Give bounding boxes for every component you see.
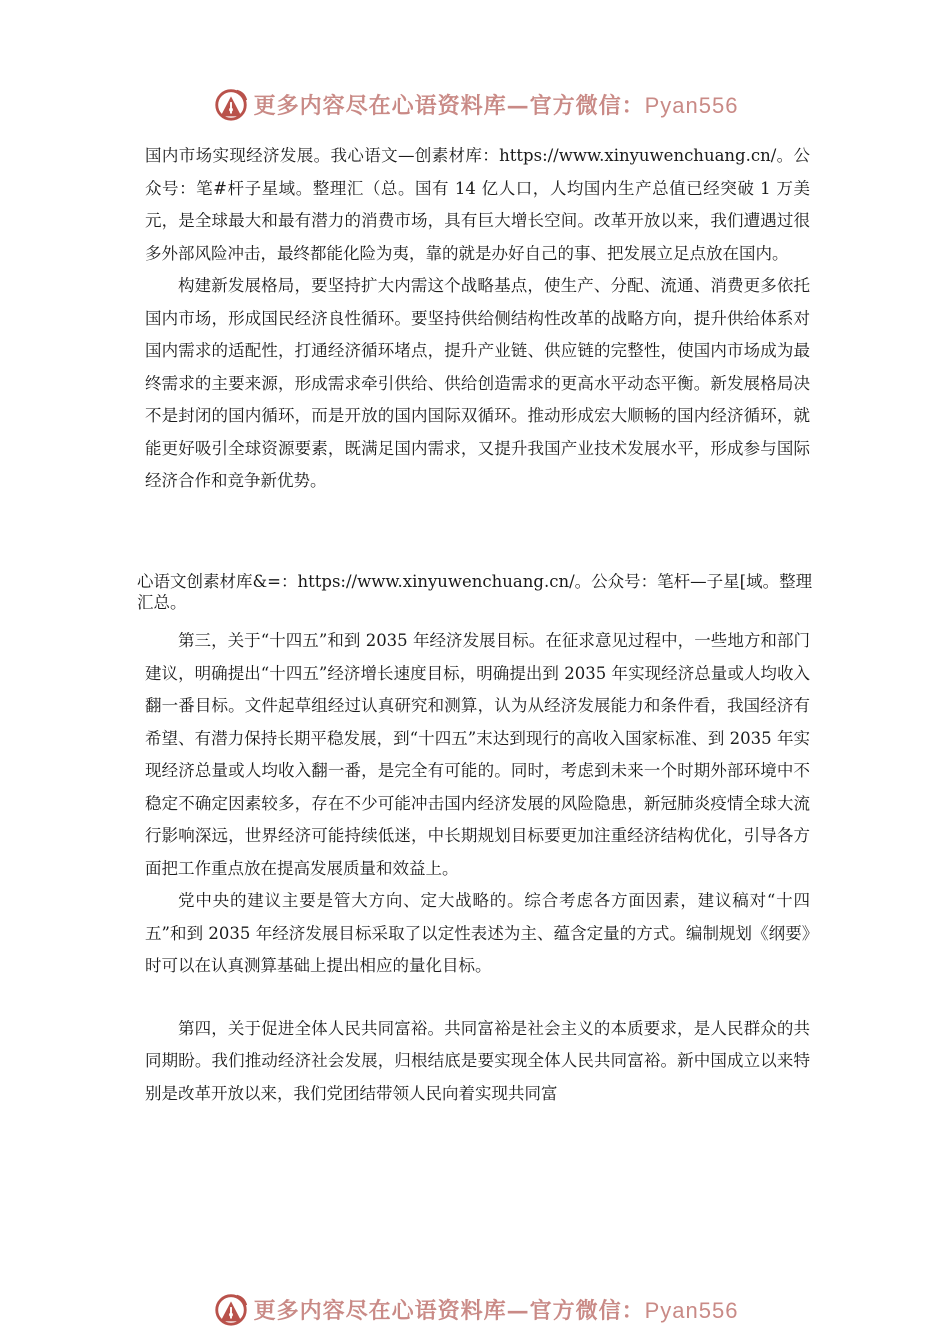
footer-banner (0, 1287, 950, 1331)
paragraph: 国内市场实现经济发展。我心语文—创素材库：https://www.xinyuwenchuang.cn/。公众号：笔#杆子星域。整理汇（总。国有 14 亿人口，人均国内生产总值已经突破 1 万美元，是全球最大和最有潜力的消费市场，具有巨大增长空间。改革开放以来，我们遭遇过很多外部风险冲击，最终都能化险为夷，靠的就是办好自己的事、把发展立足点放在国内。 (145, 146, 810, 263)
paragraph: 第四，关于促进全体人民共同富裕。共同富裕是社会主义的本质要求，是人民群众的共同期盼。我们推动经济社会发展，归根结底是要实现全体人民共同富裕。新中国成立以来特别是改革开放以来，我们党团结带领人民向着实现共同富 (145, 1018, 810, 1103)
paragraph-spacer (145, 983, 810, 1013)
pen-nib-logo-icon (212, 1289, 250, 1329)
paragraph: 构建新发展格局，要坚持扩大内需这个战略基点，使生产、分配、流通、消费更多依托国内市场，形成国民经济良性循环。要坚持供给侧结构性改革的战略方向，提升供给体系对国内需求的适配性，打通经济循环堵点，提升产业链、供应链的完整性，使国内市场成为最终需求的主要来源，形成需求牵引供给、供给创造需求的更高水平动态平衡。新发展格局决不是封闭的国内循环，而是开放的国内国际双循环。推动形成宏大顺畅的国内经济循环，就能更好吸引全球资源要素，既满足国内需求，又提升我国产业技术发展水平，形成参与国际经济合作和竞争新优势。 (145, 276, 810, 490)
paragraph: 党中央的建议主要是管大方向、定大战略的。综合考虑各方面因素，建议稿对“十四五”和到 2035 年经济发展目标采取了以定性表述为主、蕴含定量的方式。编制规划《纲要》时可以在认真测算基础上提出相应的量化目标。 (145, 891, 810, 975)
header-banner-title: 更多内容尽在心语资料库—官方微信： (253, 92, 645, 119)
source-watermark-line: 心语文创素材库&=：https://www.xinyuwenchuang.cn/。公众号：笔杆—子星[域。整理汇总。 (137, 572, 813, 612)
footer-banner-wechat-id: Pyan556 (644, 1297, 739, 1323)
section-1 (145, 140, 810, 498)
paragraph: 第三，关于“十四五”和到 2035 年经济发展目标。在征求意见过程中，一些地方和部门建议，明确提出“十四五”经济增长速度目标，明确提出到 2035 年实现经济总量或人均收入翻一番目标。文件起草组经过认真研究和测算，认为从经济发展能力和条件看，我国经济有希望、有潜力保持长期平稳发展，到“十四五”末达到现行的高收入国家标准、到 2035 年实现经济总量或人均收入翻一番，是完全有可能的。同时，考虑到未来一个时期外部环境中不稳定不确定因素较多，存在不少可能冲击国内经济发展的风险隐患，新冠肺炎疫情全球大流行影响深远，世界经济可能持续低迷，中长期规划目标要更加注重经济结构优化，引导各方面把工作重点放在提高发展质量和效益上。 (145, 631, 810, 878)
footer-banner-title: 更多内容尽在心语资料库—官方微信： (253, 1297, 645, 1324)
section-2 (145, 625, 810, 1110)
footer-banner-text (254, 1294, 739, 1325)
header-banner (0, 82, 950, 126)
pen-nib-logo-icon (212, 84, 250, 124)
header-banner-wechat-id: Pyan556 (644, 92, 739, 118)
header-banner-text (254, 89, 739, 120)
